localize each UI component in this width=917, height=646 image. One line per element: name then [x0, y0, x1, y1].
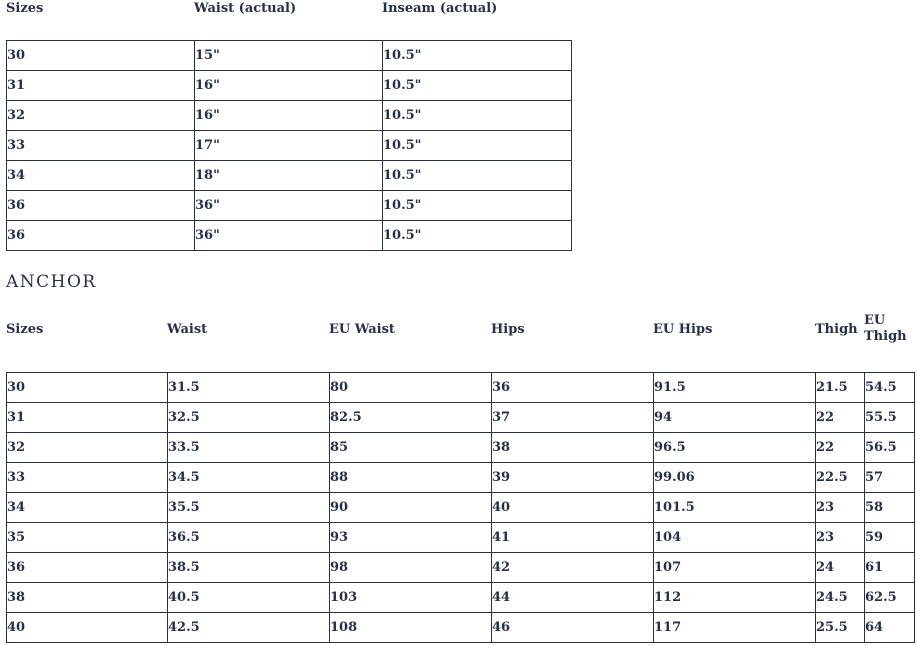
table2-cell — [330, 373, 492, 403]
table1-cell-text: 36 — [7, 197, 26, 213]
table2-row — [7, 493, 915, 523]
table2-cell-text: 40 — [7, 619, 26, 635]
table2-row — [7, 433, 915, 463]
table2-cell — [654, 523, 816, 553]
table2-cell — [816, 553, 865, 583]
table2-row — [7, 373, 915, 403]
table2-cell — [492, 613, 654, 643]
table2-cell-text: 104 — [654, 529, 682, 545]
table2-cell — [168, 613, 330, 643]
table2-cell-text: 30 — [7, 379, 26, 395]
table2-cell — [492, 403, 654, 433]
table1-header-waist: Waist (actual) — [194, 1, 297, 16]
table2-cell — [492, 583, 654, 613]
table1-cell — [195, 221, 383, 251]
table2-cell — [330, 463, 492, 493]
table1-header-sizes: Sizes — [6, 1, 44, 16]
table2-cell-text: 88 — [330, 469, 349, 485]
table2-cell — [865, 523, 915, 553]
table2-cell — [654, 403, 816, 433]
table2-cell-text: 96.5 — [654, 439, 686, 455]
table2-cell — [7, 493, 168, 523]
table1-cell-text: 10.5" — [383, 107, 422, 123]
table1-cell — [383, 71, 572, 101]
table2-cell-text: 40 — [492, 499, 511, 515]
table2-cell-text: 103 — [330, 589, 358, 605]
table1-row — [7, 41, 572, 71]
table2-cell — [865, 463, 915, 493]
table1-cell — [383, 101, 572, 131]
table2-header-waist: Waist — [167, 322, 208, 337]
table2-cell-text: 62.5 — [865, 589, 897, 605]
table1-cell — [195, 131, 383, 161]
table1-cell-text: 36 — [7, 227, 26, 243]
table1-cell — [383, 131, 572, 161]
table1-cell-text: 30 — [7, 47, 26, 63]
table2-cell — [330, 523, 492, 553]
table2-cell-text: 33.5 — [168, 439, 200, 455]
table1-cell — [195, 41, 383, 71]
table2-cell-text: 38.5 — [168, 559, 200, 575]
table2-row — [7, 613, 915, 643]
size-table-1-body — [7, 41, 572, 251]
table2-cell — [865, 433, 915, 463]
table2-row — [7, 523, 915, 553]
table2-cell-text: 37 — [492, 409, 511, 425]
table1-cell-text: 16" — [195, 77, 220, 93]
table2-cell-text: 24 — [816, 559, 835, 575]
table2-row — [7, 463, 915, 493]
table1-cell — [383, 221, 572, 251]
table2-cell-text: 34 — [7, 499, 26, 515]
table2-cell-text: 85 — [330, 439, 349, 455]
table1-cell-text: 32 — [7, 107, 26, 123]
table2-cell — [865, 553, 915, 583]
table1-cell-text: 10.5" — [383, 47, 422, 63]
table1-cell — [7, 131, 195, 161]
size-table-2 — [6, 372, 915, 643]
table2-cell-text: 58 — [865, 499, 884, 515]
table2-cell-text: 22 — [816, 439, 835, 455]
table2-cell — [330, 493, 492, 523]
table2-cell-text: 31.5 — [168, 379, 200, 395]
table1-cell-text: 15" — [195, 47, 220, 63]
table2-cell-text: 39 — [492, 469, 511, 485]
table2-cell-text: 117 — [654, 619, 682, 635]
table2-cell — [865, 583, 915, 613]
table2-cell-text: 112 — [654, 589, 682, 605]
table1-row — [7, 161, 572, 191]
table2-cell — [816, 403, 865, 433]
table2-cell-text: 40.5 — [168, 589, 200, 605]
table2-row — [7, 553, 915, 583]
table1-cell — [7, 101, 195, 131]
table2-cell-text: 23 — [816, 529, 835, 545]
table2-cell — [168, 433, 330, 463]
table2-cell — [7, 463, 168, 493]
table2-header-sizes: Sizes — [6, 322, 44, 337]
table2-cell — [654, 613, 816, 643]
table1-cell-text: 16" — [195, 107, 220, 123]
table1-header-inseam: Inseam (actual) — [382, 1, 498, 16]
table2-cell — [654, 493, 816, 523]
table2-cell-text: 107 — [654, 559, 682, 575]
table2-cell-text: 90 — [330, 499, 349, 515]
table2-cell — [816, 523, 865, 553]
table1-cell — [383, 41, 572, 71]
table2-cell-text: 36.5 — [168, 529, 200, 545]
table2-cell — [330, 553, 492, 583]
table2-cell — [168, 463, 330, 493]
table2-cell-text: 98 — [330, 559, 349, 575]
table2-cell — [7, 373, 168, 403]
table1-cell-text: 10.5" — [383, 77, 422, 93]
table2-cell — [492, 463, 654, 493]
table1-cell-text: 36" — [195, 197, 220, 213]
table1-cell-text: 33 — [7, 137, 26, 153]
table2-cell-text: 21.5 — [816, 379, 848, 395]
table1-cell — [7, 161, 195, 191]
table2-cell — [168, 373, 330, 403]
table2-cell — [7, 613, 168, 643]
table2-cell — [654, 373, 816, 403]
table2-cell — [816, 463, 865, 493]
table2-cell-text: 32.5 — [168, 409, 200, 425]
table2-cell-text: 42 — [492, 559, 511, 575]
table2-cell — [330, 613, 492, 643]
table2-cell — [816, 373, 865, 403]
table1-cell — [7, 191, 195, 221]
table2-cell-text: 91.5 — [654, 379, 686, 395]
table2-cell-text: 32 — [7, 439, 26, 455]
table1-row — [7, 221, 572, 251]
table2-cell — [330, 433, 492, 463]
table1-cell-text: 10.5" — [383, 167, 422, 183]
table1-row — [7, 191, 572, 221]
table2-cell-text: 35.5 — [168, 499, 200, 515]
table2-cell-text: 99.06 — [654, 469, 695, 485]
table2-cell — [492, 433, 654, 463]
table2-cell-text: 36 — [492, 379, 511, 395]
table1-cell-text: 17" — [195, 137, 220, 153]
table2-cell-text: 108 — [330, 619, 358, 635]
table2-cell-text: 64 — [865, 619, 884, 635]
table2-cell — [865, 373, 915, 403]
table2-cell — [168, 583, 330, 613]
table1-row — [7, 131, 572, 161]
table2-cell-text: 42.5 — [168, 619, 200, 635]
table2-cell — [330, 403, 492, 433]
table2-cell-text: 61 — [865, 559, 884, 575]
table1-cell — [7, 71, 195, 101]
table2-cell-text: 41 — [492, 529, 511, 545]
table2-cell-text: 36 — [7, 559, 26, 575]
table2-cell-text: 56.5 — [865, 439, 897, 455]
table2-cell-text: 46 — [492, 619, 511, 635]
table2-cell — [7, 433, 168, 463]
table2-cell-text: 24.5 — [816, 589, 848, 605]
table2-cell — [816, 613, 865, 643]
table2-cell-text: 59 — [865, 529, 884, 545]
table2-cell-text: 54.5 — [865, 379, 897, 395]
table2-cell — [865, 493, 915, 523]
section-title-anchor: ANCHOR — [6, 272, 97, 292]
table1-cell-text: 10.5" — [383, 227, 422, 243]
table2-cell — [168, 403, 330, 433]
table2-cell — [816, 583, 865, 613]
table1-cell — [7, 221, 195, 251]
table2-cell-text: 44 — [492, 589, 511, 605]
table2-cell-text: 94 — [654, 409, 673, 425]
table2-cell-text: 57 — [865, 469, 884, 485]
table2-cell-text: 23 — [816, 499, 835, 515]
table2-cell — [865, 613, 915, 643]
table2-cell — [865, 403, 915, 433]
table1-cell-text: 18" — [195, 167, 220, 183]
table2-cell — [330, 583, 492, 613]
table1-cell-text: 36" — [195, 227, 220, 243]
table1-row — [7, 71, 572, 101]
table2-cell-text: 82.5 — [330, 409, 362, 425]
table2-cell — [816, 433, 865, 463]
table2-header-thigh: Thigh — [815, 322, 858, 337]
table2-cell — [654, 583, 816, 613]
table2-cell — [654, 553, 816, 583]
table2-cell-text: 33 — [7, 469, 26, 485]
table2-cell — [816, 493, 865, 523]
size-table-2-body — [7, 373, 915, 643]
size-table-1 — [6, 40, 572, 251]
table2-cell-text: 101.5 — [654, 499, 695, 515]
table2-cell-text: 31 — [7, 409, 26, 425]
table2-row — [7, 583, 915, 613]
table2-cell-text: 22 — [816, 409, 835, 425]
table1-row — [7, 101, 572, 131]
table2-cell — [7, 523, 168, 553]
table2-cell — [7, 553, 168, 583]
table2-cell-text: 38 — [492, 439, 511, 455]
table1-cell — [7, 41, 195, 71]
table2-cell — [492, 553, 654, 583]
table2-cell-text: 38 — [7, 589, 26, 605]
table1-cell — [195, 161, 383, 191]
table2-cell — [168, 553, 330, 583]
table2-header-hips: Hips — [491, 322, 525, 337]
table2-header-eu-hips: EU Hips — [653, 322, 713, 337]
table2-cell-text: 93 — [330, 529, 349, 545]
table1-cell — [195, 101, 383, 131]
table2-row — [7, 403, 915, 433]
table2-cell-text: 25.5 — [816, 619, 848, 635]
table1-cell — [383, 161, 572, 191]
table2-cell — [492, 373, 654, 403]
table1-cell-text: 10.5" — [383, 137, 422, 153]
table1-cell-text: 34 — [7, 167, 26, 183]
table2-cell — [654, 463, 816, 493]
table2-cell — [654, 433, 816, 463]
table1-cell — [383, 191, 572, 221]
table2-cell — [7, 403, 168, 433]
table2-cell-text: 35 — [7, 529, 26, 545]
table2-cell-text: 34.5 — [168, 469, 200, 485]
table2-cell — [168, 523, 330, 553]
table2-header-eu-thigh: EU Thigh — [864, 313, 907, 344]
table2-cell-text: 22.5 — [816, 469, 848, 485]
table2-header-eu-waist: EU Waist — [329, 322, 395, 337]
table2-cell-text: 55.5 — [865, 409, 897, 425]
table1-cell-text: 10.5" — [383, 197, 422, 213]
table1-cell-text: 31 — [7, 77, 26, 93]
table2-cell-text: 80 — [330, 379, 349, 395]
table2-cell — [7, 583, 168, 613]
table1-cell — [195, 191, 383, 221]
table2-cell — [492, 493, 654, 523]
table2-cell — [168, 493, 330, 523]
table2-cell — [492, 523, 654, 553]
table1-cell — [195, 71, 383, 101]
